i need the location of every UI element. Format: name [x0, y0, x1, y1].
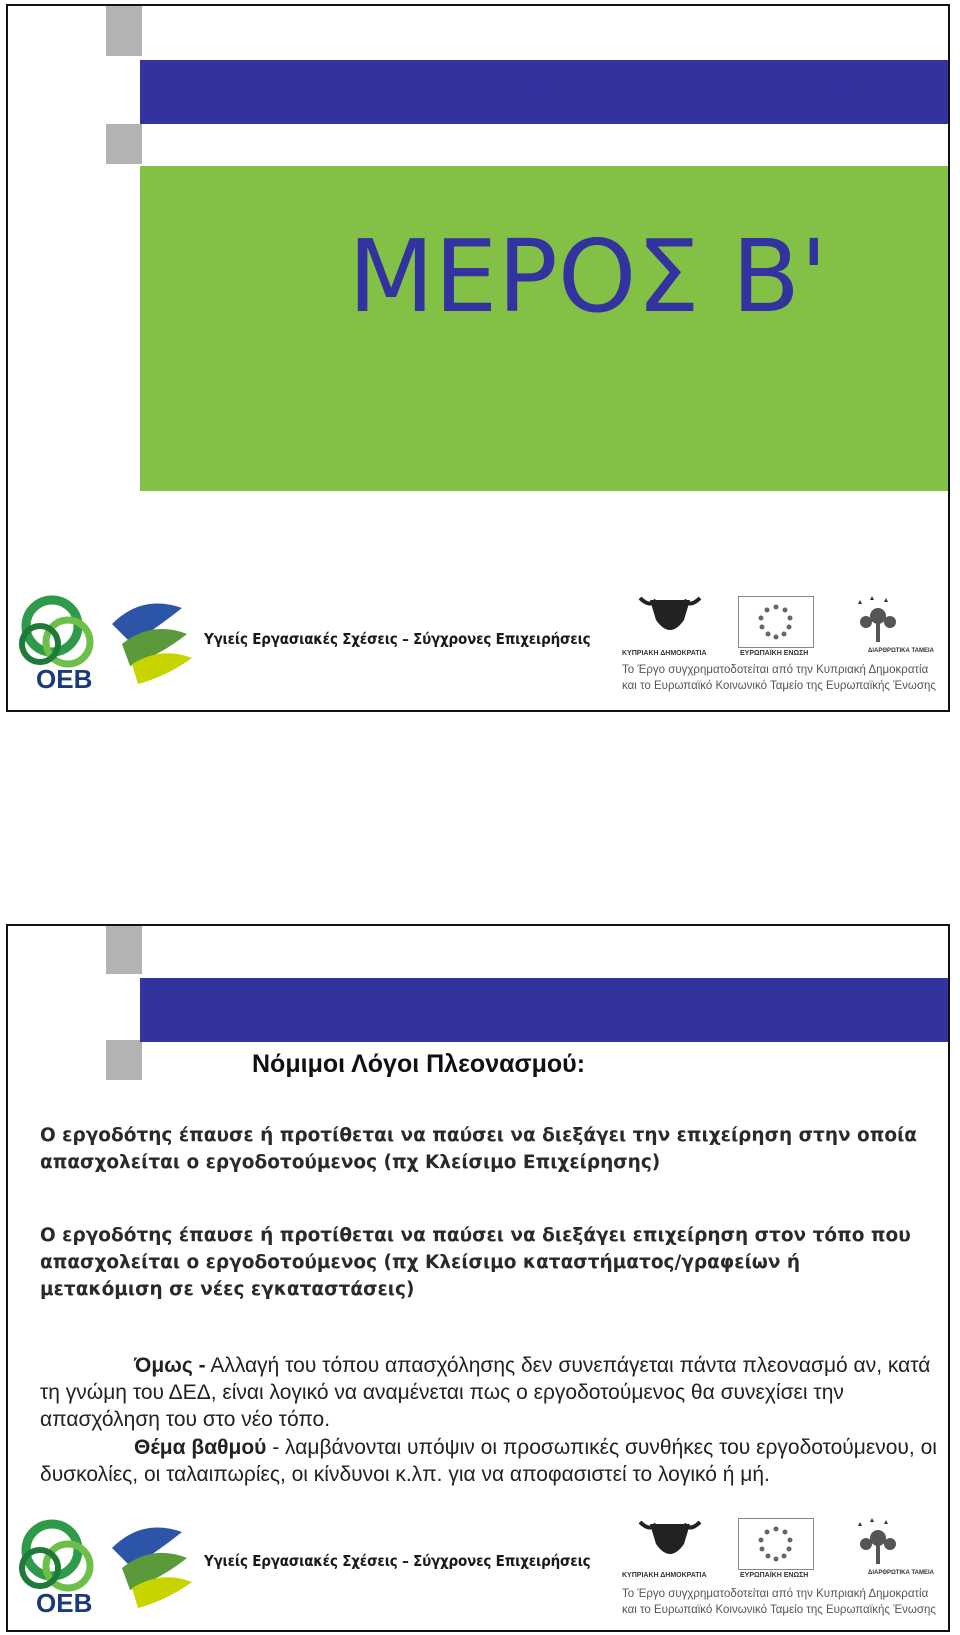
eu-flag — [738, 596, 814, 648]
note-degree — [40, 1434, 940, 1488]
note-however-lead: Όμως - — [134, 1354, 206, 1377]
decor-square — [106, 124, 142, 164]
funding-line-1: Το Έργο συγχρηματοδοτείται από την Κυπριακή Δημοκρατία — [622, 1588, 929, 1600]
note-degree-lead: Θέμα βαθμού — [134, 1436, 267, 1459]
note-however — [40, 1352, 940, 1433]
funds-label: ΔΙΑΡΘΡΩΤΙΚΑ ΤΑΜΕΙΑ — [868, 1570, 935, 1576]
note-however-text: Αλλαγή του τόπου απασχόλησης δεν συνεπάγεται πάντα πλεονασμό αν, κατά τη γνώμη του ΔΕΔ, είναι λογικό να αναμένεται πως ο εργοδοτούμενος θα συνεχίσει την απασχόληση του στο νέο τόπο. — [40, 1354, 931, 1431]
slide-1 — [6, 4, 950, 712]
cyprus-label: ΚΥΠΡΙΑΚΗ ΔΗΜΟΚΡΑΤΙΑ — [622, 1572, 707, 1579]
slide-2 — [6, 924, 950, 1632]
funds-label: ΔΙΑΡΘΡΩΤΙΚΑ ΤΑΜΕΙΑ — [868, 648, 935, 654]
structural-funds-logo — [838, 594, 918, 650]
main-title: ΜΕΡΟΣ Β' — [348, 218, 828, 335]
header-title: Πλεονασμός — [712, 994, 898, 1029]
reason-2: Ο εργοδότης έπαυσε ή προτίθεται να παύσει να διεξάγει επιχείρηση στον τόπο που απασχολείται ο εργοδοτούμενος (πχ Κλείσιμο καταστήματος/γραφείων ή μετακόμιση σε νέες εγκαταστάσεις) — [40, 1225, 911, 1300]
decor-square — [106, 6, 142, 56]
footer-caption: Υγιείς Εργασιακές Σχέσεις – Σύγχρονες Επιχειρήσεις — [204, 1552, 591, 1570]
decor-square — [106, 1040, 142, 1080]
structural-funds-logo — [838, 1516, 918, 1572]
eu-label: ΕΥΡΩΠΑΪΚΗ ΕΝΩΣΗ — [740, 1572, 809, 1579]
funding-line-1: Το Έργο συγχρηματοδοτείται από την Κυπριακή Δημοκρατία — [622, 664, 929, 676]
oeb-logo-text: ΟΕΒ — [36, 1588, 93, 1618]
oeb-logo — [12, 584, 202, 696]
section-heading: Νόμιμοι Λόγοι Πλεονασμού: — [252, 1050, 586, 1078]
funding-line-2: και το Ευρωπαϊκό Κοινωνικό Ταμείο της Ευρωπαϊκής Ένωσης — [622, 1604, 936, 1616]
cyprus-label: ΚΥΠΡΙΑΚΗ ΔΗΜΟΚΡΑΤΙΑ — [622, 650, 707, 657]
oeb-logo-text: ΟΕΒ — [36, 664, 93, 694]
eu-flag — [738, 1518, 814, 1570]
oeb-logo — [12, 1508, 202, 1620]
cyprus-emblem — [620, 594, 720, 654]
cyprus-emblem — [620, 1518, 720, 1578]
decor-square — [106, 926, 142, 974]
reason-1: Ο εργοδότης έπαυσε ή προτίθεται να παύσει να διεξάγει την επιχείρηση στην οποία απασχολείται ο εργοδοτούμενος (πχ Κλείσιμο Επιχείρησης) — [40, 1125, 918, 1173]
footer-caption: Υγιείς Εργασιακές Σχέσεις – Σύγχρονες Επιχειρήσεις — [204, 630, 591, 648]
funding-line-2: και το Ευρωπαϊκό Κοινωνικό Ταμείο της Ευρωπαϊκής Ένωσης — [622, 680, 936, 692]
note-degree-text: - λαμβάνονται υπόψιν οι προσωπικές συνθήκες του εργοδοτούμενου, οι δυσκολίες, οι ταλαιπωρίες, οι κίνδυνοι κ.λπ. για να αποφασιστεί το λογικό ή μή. — [40, 1436, 937, 1486]
header-title: Περί Τερματισμού της Απασχόλησης Νόμος — [220, 72, 921, 110]
eu-label: ΕΥΡΩΠΑΪΚΗ ΕΝΩΣΗ — [740, 650, 809, 657]
